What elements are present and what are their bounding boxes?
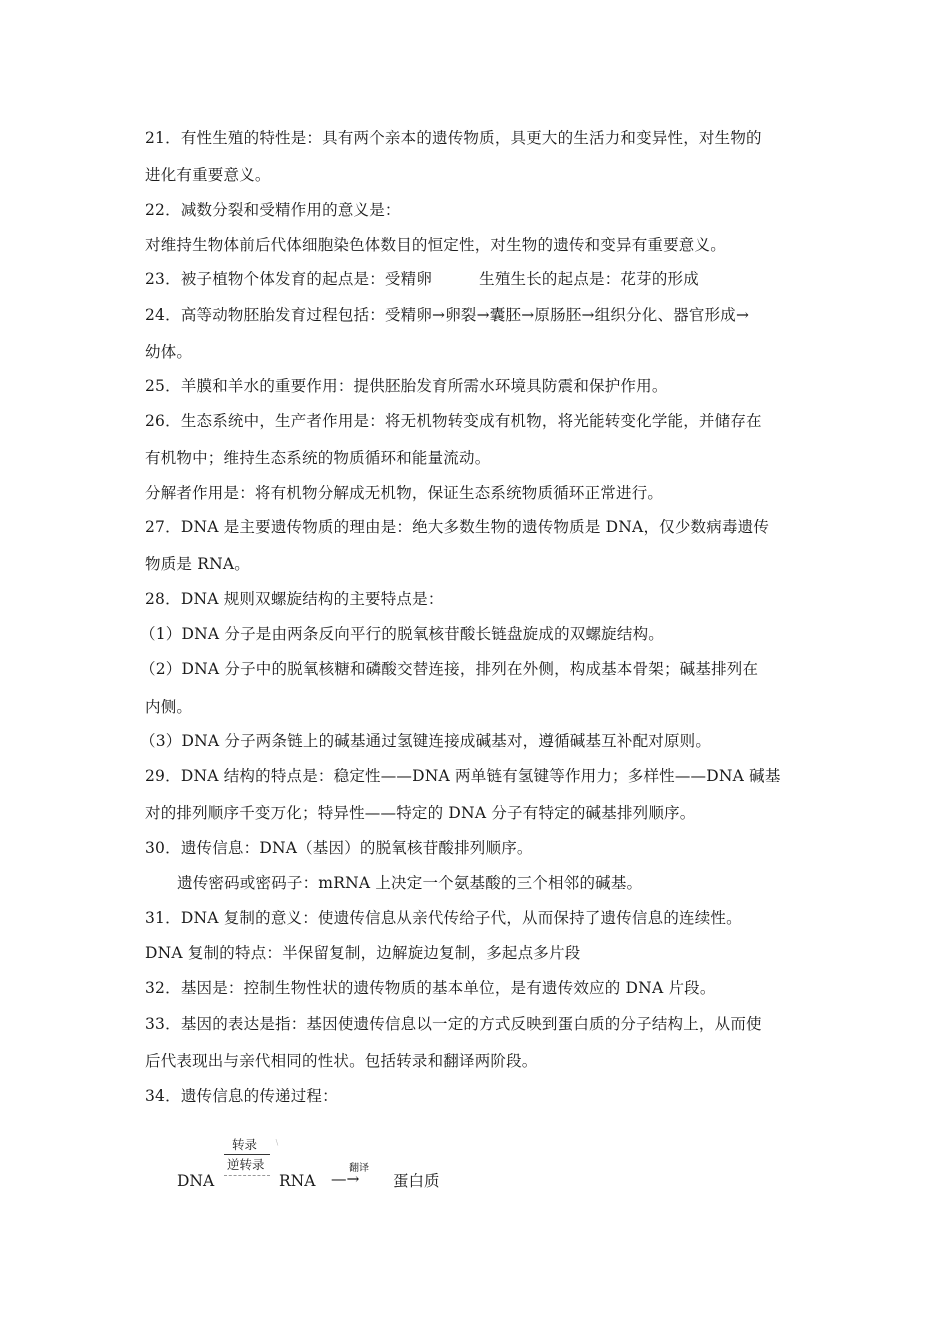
- translation-arrow: —→: [331, 1170, 360, 1188]
- protein-label: 蛋白质: [393, 1172, 440, 1190]
- text-line: 对的排列顺序千变万化；特异性——特定的 DNA 分子有特定的碱基排列顺序。: [145, 804, 696, 822]
- text-line: 分解者作用是：将有机物分解成无机物，保证生态系统物质循环正常进行。: [145, 484, 664, 502]
- text-line: 遗传密码或密码子：mRNA 上决定一个氨基酸的三个相邻的碱基。: [177, 874, 643, 892]
- text-line: 26．生态系统中，生产者作用是：将无机物转变成有机物，将光能转变化学能，并储存在: [145, 412, 762, 430]
- text-line: （2）DNA 分子中的脱氧核糖和磷酸交替连接，排列在外侧，构成基本骨架；碱基排列在: [140, 660, 759, 678]
- text-line: 进化有重要意义。: [145, 166, 271, 184]
- text-line: DNA 复制的特点：半保留复制，边解旋边复制，多起点多片段: [145, 944, 581, 962]
- text-line: 对维持生物体前后代体细胞染色体数目的恒定性，对生物的遗传和变异有重要意义。: [145, 236, 726, 254]
- text-line: 后代表现出与亲代相同的性状。包括转录和翻译两阶段。: [145, 1052, 538, 1070]
- text-line: 有机物中；维持生态系统的物质循环和能量流动。: [145, 449, 491, 467]
- text-line: 32．基因是：控制生物性状的遗传物质的基本单位，是有遗传效应的 DNA 片段。: [145, 979, 716, 997]
- transcription-line: [224, 1154, 270, 1155]
- text-line: 24．高等动物胚胎发育过程包括：受精卵→卵裂→囊胚→原肠胚→组织分化、器官形成→: [145, 306, 750, 324]
- text-line: 内侧。: [145, 698, 193, 716]
- reverse-transcription-label: 逆转录: [227, 1157, 265, 1172]
- text-line: 34．遗传信息的传递过程：: [145, 1087, 338, 1105]
- transcription-label: 转录: [232, 1137, 258, 1152]
- text-line: 幼体。: [145, 343, 193, 361]
- reverse-transcription-line: [224, 1175, 270, 1176]
- dna-label: DNA: [177, 1172, 215, 1190]
- rna-label: RNA: [279, 1172, 316, 1190]
- text-line: 23．被子植物个体发育的起点是：受精卵 生殖生长的起点是：花芽的形成: [145, 270, 699, 288]
- arrow-tip-icon: ﹨: [272, 1137, 282, 1148]
- text-line: 31．DNA 复制的意义：使遗传信息从亲代传给子代，从而保持了遗传信息的连续性。: [145, 909, 742, 927]
- text-line: 30．遗传信息：DNA（基因）的脱氧核苷酸排列顺序。: [145, 839, 533, 857]
- text-line: （1）DNA 分子是由两条反向平行的脱氧核苷酸长链盘旋成的双螺旋结构。: [140, 625, 664, 643]
- text-line: 33．基因的表达是指：基因使遗传信息以一定的方式反映到蛋白质的分子结构上，从而使: [145, 1015, 762, 1033]
- text-line: 22．减数分裂和受精作用的意义是：: [145, 201, 401, 219]
- text-line: 29．DNA 结构的特点是：稳定性——DNA 两单链有氢键等作用力；多样性——DNA 碱基: [145, 767, 781, 785]
- text-line: 28．DNA 规则双螺旋结构的主要特点是：: [145, 590, 444, 608]
- text-line: 21．有性生殖的特性是：具有两个亲本的遗传物质，具更大的生活力和变异性，对生物的: [145, 129, 762, 147]
- translation-label: 翻译: [349, 1163, 369, 1174]
- text-line: 25．羊膜和羊水的重要作用：提供胚胎发育所需水环境具防震和保护作用。: [145, 377, 668, 395]
- text-line: 27．DNA 是主要遗传物质的理由是：绝大多数生物的遗传物质是 DNA，仅少数病毒遗传: [145, 518, 770, 536]
- text-line: （3）DNA 分子两条链上的碱基通过氢键连接成碱基对，遵循碱基互补配对原则。: [140, 732, 712, 750]
- text-line: 物质是 RNA。: [145, 555, 250, 573]
